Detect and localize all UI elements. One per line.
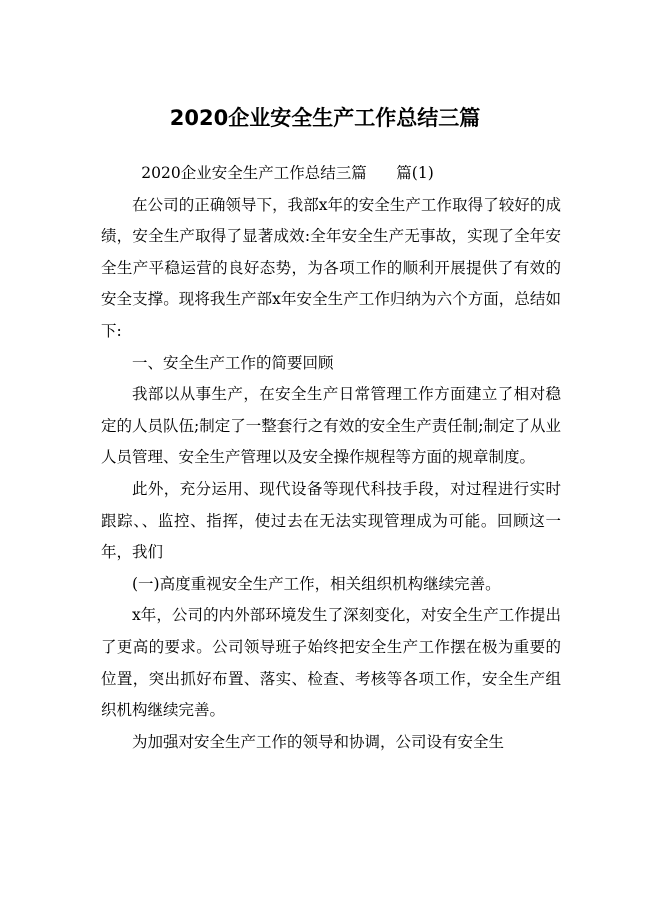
section-heading-1: 一、安全生产工作的简要回顾 xyxy=(132,353,334,372)
subsection-heading-1: (一)高度重视安全生产工作，相关组织机构继续完善。 xyxy=(132,574,501,593)
paragraph-systems: 我部以从事生产，在安全生产日常管理工作方面建立了相对稳定的人员队伍;制定了一整套行之有效的安全生产责任制;制定了从业人员管理、安全生产管理以及安全操作规程等方面的规章制度。 xyxy=(101,385,561,467)
document-subtitle: 2020企业安全生产工作总结三篇 篇(1) xyxy=(141,164,434,182)
document-body xyxy=(101,158,561,758)
paragraph-technology: 此外，充分运用、现代设备等现代科技手段，对过程进行实时跟踪、、监控、指挥，使过去在无法实现管理成为可能。回顾这一年，我们 xyxy=(101,479,561,562)
paragraph-intro: 在公司的正确领导下，我部x年的安全生产工作取得了较好的成绩，安全生产取得了显著成效:全年安全生产无事故，实现了全年安全生产平稳运营的良好态势，为各项工作的顺利开展提供了有效的安全支撑。现将我生产部x年安全生产工作归纳为六个方面，总结如下: xyxy=(101,195,561,340)
paragraph-coordination: 为加强对安全生产工作的领导和协调，公司设有安全生 xyxy=(132,732,505,751)
paragraph-organization: x年，公司的内外部环境发生了深刻变化，对安全生产工作提出了更高的要求。公司领导班子始终把安全生产工作摆在极为重要的位置，突出抓好布置、落实、检查、考核等各项工作，安全生产组织机构继续完善。 xyxy=(101,606,561,720)
document-title: 2020企业安全生产工作总结三篇 xyxy=(169,106,481,130)
